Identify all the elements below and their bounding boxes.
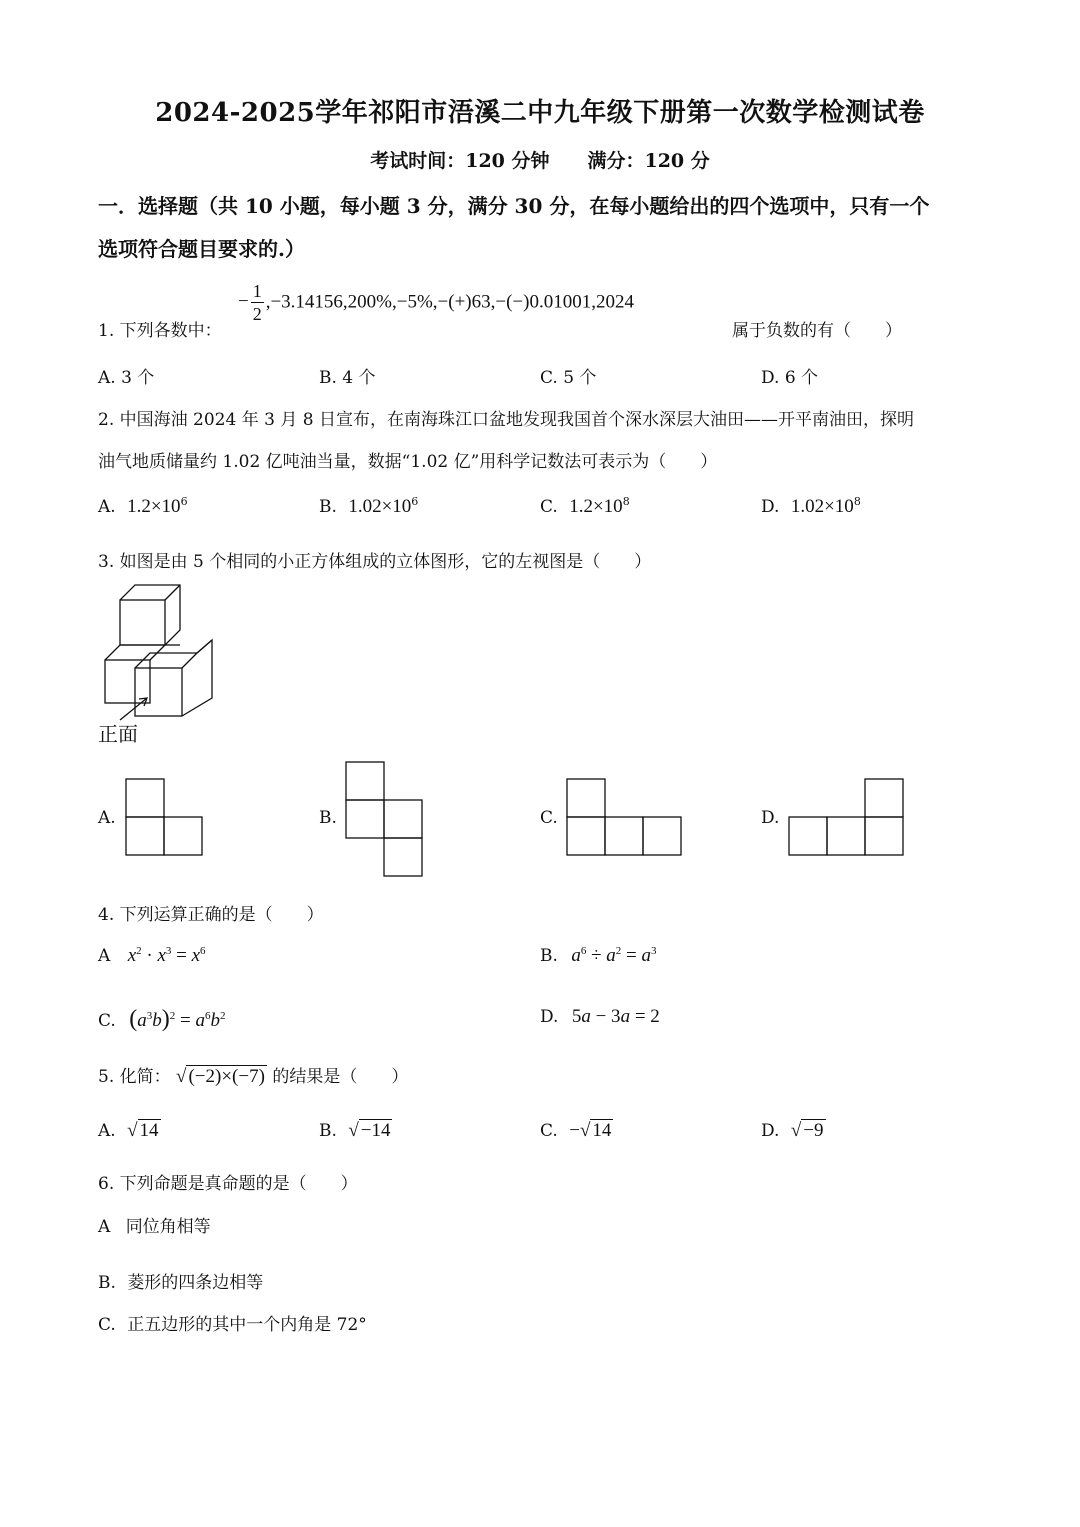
q6-stem: 6. 下列命题是真命题的是（ ） <box>98 1174 358 1194</box>
q5-option-c-label: C. <box>540 1121 558 1141</box>
cube-front-depth <box>135 640 212 716</box>
cube-top-front <box>120 600 165 645</box>
q2-option-c[interactable] <box>540 496 630 518</box>
section-heading-line2: 选项符合题目要求的.） <box>98 237 305 261</box>
q5-option-d-expr: √ −9 <box>790 1120 824 1141</box>
q5-option-d-radicand: −9 <box>803 1120 824 1141</box>
q1-option-a[interactable]: A. 3 个 <box>98 368 155 388</box>
q3-option-b-label[interactable]: B. <box>319 808 337 828</box>
q4-option-d[interactable] <box>540 1006 660 1028</box>
q4-stem: 4. 下列运算正确的是（ ） <box>98 905 324 925</box>
q1-option-d[interactable]: D. 6 个 <box>761 368 819 388</box>
view-c-cell-1 <box>567 779 605 817</box>
q5-option-c-expr: √ 14 <box>579 1120 612 1141</box>
q4-option-a-expr: $x^2 \cdot x^3 = x^6$ <box>127 945 206 966</box>
q3-option-c-view[interactable] <box>567 779 683 857</box>
q5-stem <box>98 1062 408 1088</box>
view-b-cell-4 <box>384 838 422 876</box>
q3-option-b-view[interactable] <box>346 762 424 876</box>
view-b-cell-3 <box>384 800 422 838</box>
view-a-cell-3 <box>164 817 202 855</box>
q5-option-c[interactable] <box>540 1120 613 1142</box>
q5-stem-suffix: 的结果是（ ） <box>272 1067 409 1087</box>
q4-option-d-expr: 5a − 3a = 2 <box>571 1006 660 1027</box>
q5-option-b-radicand: −14 <box>360 1120 391 1141</box>
q5-radicand: (−2)×(−7) <box>188 1066 265 1087</box>
q6-option-c-label: C. <box>98 1315 116 1335</box>
q1-option-b[interactable]: B. 4 个 <box>319 368 376 388</box>
view-b-cell-1 <box>346 762 384 800</box>
q1-frac-numerator: 1 <box>252 281 262 301</box>
q5-option-c-radicand: 14 <box>592 1120 612 1141</box>
q2-option-c-exp: 8 <box>622 495 630 508</box>
q6-option-b-label: B. <box>98 1273 116 1293</box>
cube-right-edge <box>197 640 212 653</box>
q4-option-b[interactable] <box>540 945 656 967</box>
q2-option-b-base: 1.02×10 <box>348 496 412 517</box>
q1-list-rest: ,−3.14156,200%,−5%,−(+)63,−(−)0.01001,2024 <box>265 291 634 313</box>
q2-option-a[interactable] <box>98 496 188 518</box>
q5-option-b[interactable] <box>319 1120 392 1142</box>
view-d-cell-2 <box>789 817 827 855</box>
q2-option-b-exp: 6 <box>411 495 419 508</box>
q1-stem: 1. 下列各数中： <box>98 321 222 341</box>
front-label: 正面 <box>98 722 138 746</box>
q2-stem-line1: 2. 中国海油 2024 年 3 月 8 日宣布，在南海珠江口盆地发现我国首个深水深层大油田——开平南油田，探明 <box>98 410 914 430</box>
q2-option-d-label: D. <box>761 497 780 517</box>
q3-stem: 3. 如图是由 5 个相同的小正方体组成的立体图形，它的左视图是（ ） <box>98 552 652 572</box>
q4-option-a[interactable] <box>98 945 206 967</box>
q6-option-c-text: 正五边形的其中一个内角是 72° <box>127 1315 367 1335</box>
cube-figure <box>95 580 225 725</box>
q1-fraction <box>251 282 264 323</box>
q4-option-b-label: B. <box>540 946 558 966</box>
view-c-cell-4 <box>643 817 681 855</box>
q4-option-c[interactable] <box>98 1006 225 1033</box>
q2-option-b[interactable] <box>319 496 418 518</box>
view-d-cell-3 <box>827 817 865 855</box>
q5-option-c-sign: − <box>569 1120 580 1141</box>
q5-option-a-radicand: 14 <box>139 1120 159 1141</box>
q2-option-c-label: C. <box>540 497 558 517</box>
q1-frac-denominator: 2 <box>252 304 262 324</box>
q6-option-b[interactable] <box>98 1268 263 1293</box>
q2-option-b-label: B. <box>319 497 337 517</box>
cube-top-edge <box>165 585 180 600</box>
q5-option-a[interactable] <box>98 1120 161 1142</box>
q4-option-a-label: A <box>98 946 111 966</box>
q3-option-a-view[interactable] <box>126 779 204 857</box>
section-heading-line1: 一．选择题（共 10 小题，每小题 3 分，满分 30 分，在每小题给出的四个选项中，只有一个 <box>98 194 930 218</box>
q4-option-b-expr: $a^6 \div a^2 = a^3$ <box>571 945 657 966</box>
cube-left-front <box>105 660 150 703</box>
cube-front-edge <box>182 653 197 668</box>
view-b-cell-2 <box>346 800 384 838</box>
exam-info: 考试时间：120 分钟 满分：120 分 <box>370 150 710 172</box>
view-c-cell-2 <box>567 817 605 855</box>
q2-option-a-exp: 6 <box>180 495 188 508</box>
q2-stem-line2: 油气地质储量约 1.02 亿吨油当量，数据“1.02 亿”用科学记数法可表示为（ ） <box>98 452 718 472</box>
q5-option-b-label: B. <box>319 1121 337 1141</box>
view-d-cell-1 <box>865 779 903 817</box>
q3-option-d-view[interactable] <box>789 779 905 857</box>
q5-option-b-expr: √ −14 <box>348 1120 391 1141</box>
q6-option-a-label: A <box>98 1217 111 1237</box>
q4-option-d-label: D. <box>540 1007 559 1027</box>
q5-radical: √ (−2)×(−7) <box>176 1066 265 1087</box>
q6-option-a-text: 同位角相等 <box>125 1217 211 1237</box>
q6-option-a[interactable] <box>98 1212 211 1237</box>
q3-option-a-label[interactable]: A. <box>98 808 116 828</box>
q5-option-a-label: A. <box>98 1121 116 1141</box>
q3-option-c-label[interactable]: C. <box>540 808 558 828</box>
q4-option-c-expr: $(a^3b)^2 = a^6b^2$ <box>129 1006 226 1032</box>
q6-option-c[interactable] <box>98 1310 367 1335</box>
q2-option-d-base: 1.02×10 <box>790 496 854 517</box>
q4-option-c-label: C. <box>98 1011 116 1031</box>
q2-option-c-base: 1.2×10 <box>569 496 623 517</box>
q5-option-d-label: D. <box>761 1121 780 1141</box>
q1-number-list: − $\frac{1}{2}$ ,−3.14156,200%,−5%,−(+)63,−(−)0.01001,2024 <box>238 281 634 324</box>
view-c-cell-3 <box>605 817 643 855</box>
q2-option-a-label: A. <box>98 497 116 517</box>
q2-option-a-base: 1.2×10 <box>127 496 181 517</box>
q1-option-c[interactable]: C. 5 个 <box>540 368 597 388</box>
q6-option-b-text: 菱形的四条边相等 <box>127 1273 264 1293</box>
view-a-cell-1 <box>126 779 164 817</box>
q2-option-d-exp: 8 <box>853 495 861 508</box>
q2-option-d[interactable] <box>761 496 861 518</box>
q5-option-a-expr: √ 14 <box>127 1120 159 1141</box>
view-a-cell-2 <box>126 817 164 855</box>
q5-stem-prefix: 5. 化简： <box>98 1067 171 1087</box>
q3-option-d-label[interactable]: D. <box>761 808 780 828</box>
front-arrow <box>120 698 147 720</box>
q1-tail: 属于负数的有（ ） <box>732 321 902 341</box>
view-d-cell-4 <box>865 817 903 855</box>
page-title: 2024-2025学年祁阳市浯溪二中九年级下册第一次数学检测试卷 <box>155 98 925 128</box>
cube-front-face <box>135 668 182 716</box>
q5-option-d[interactable] <box>761 1120 826 1142</box>
